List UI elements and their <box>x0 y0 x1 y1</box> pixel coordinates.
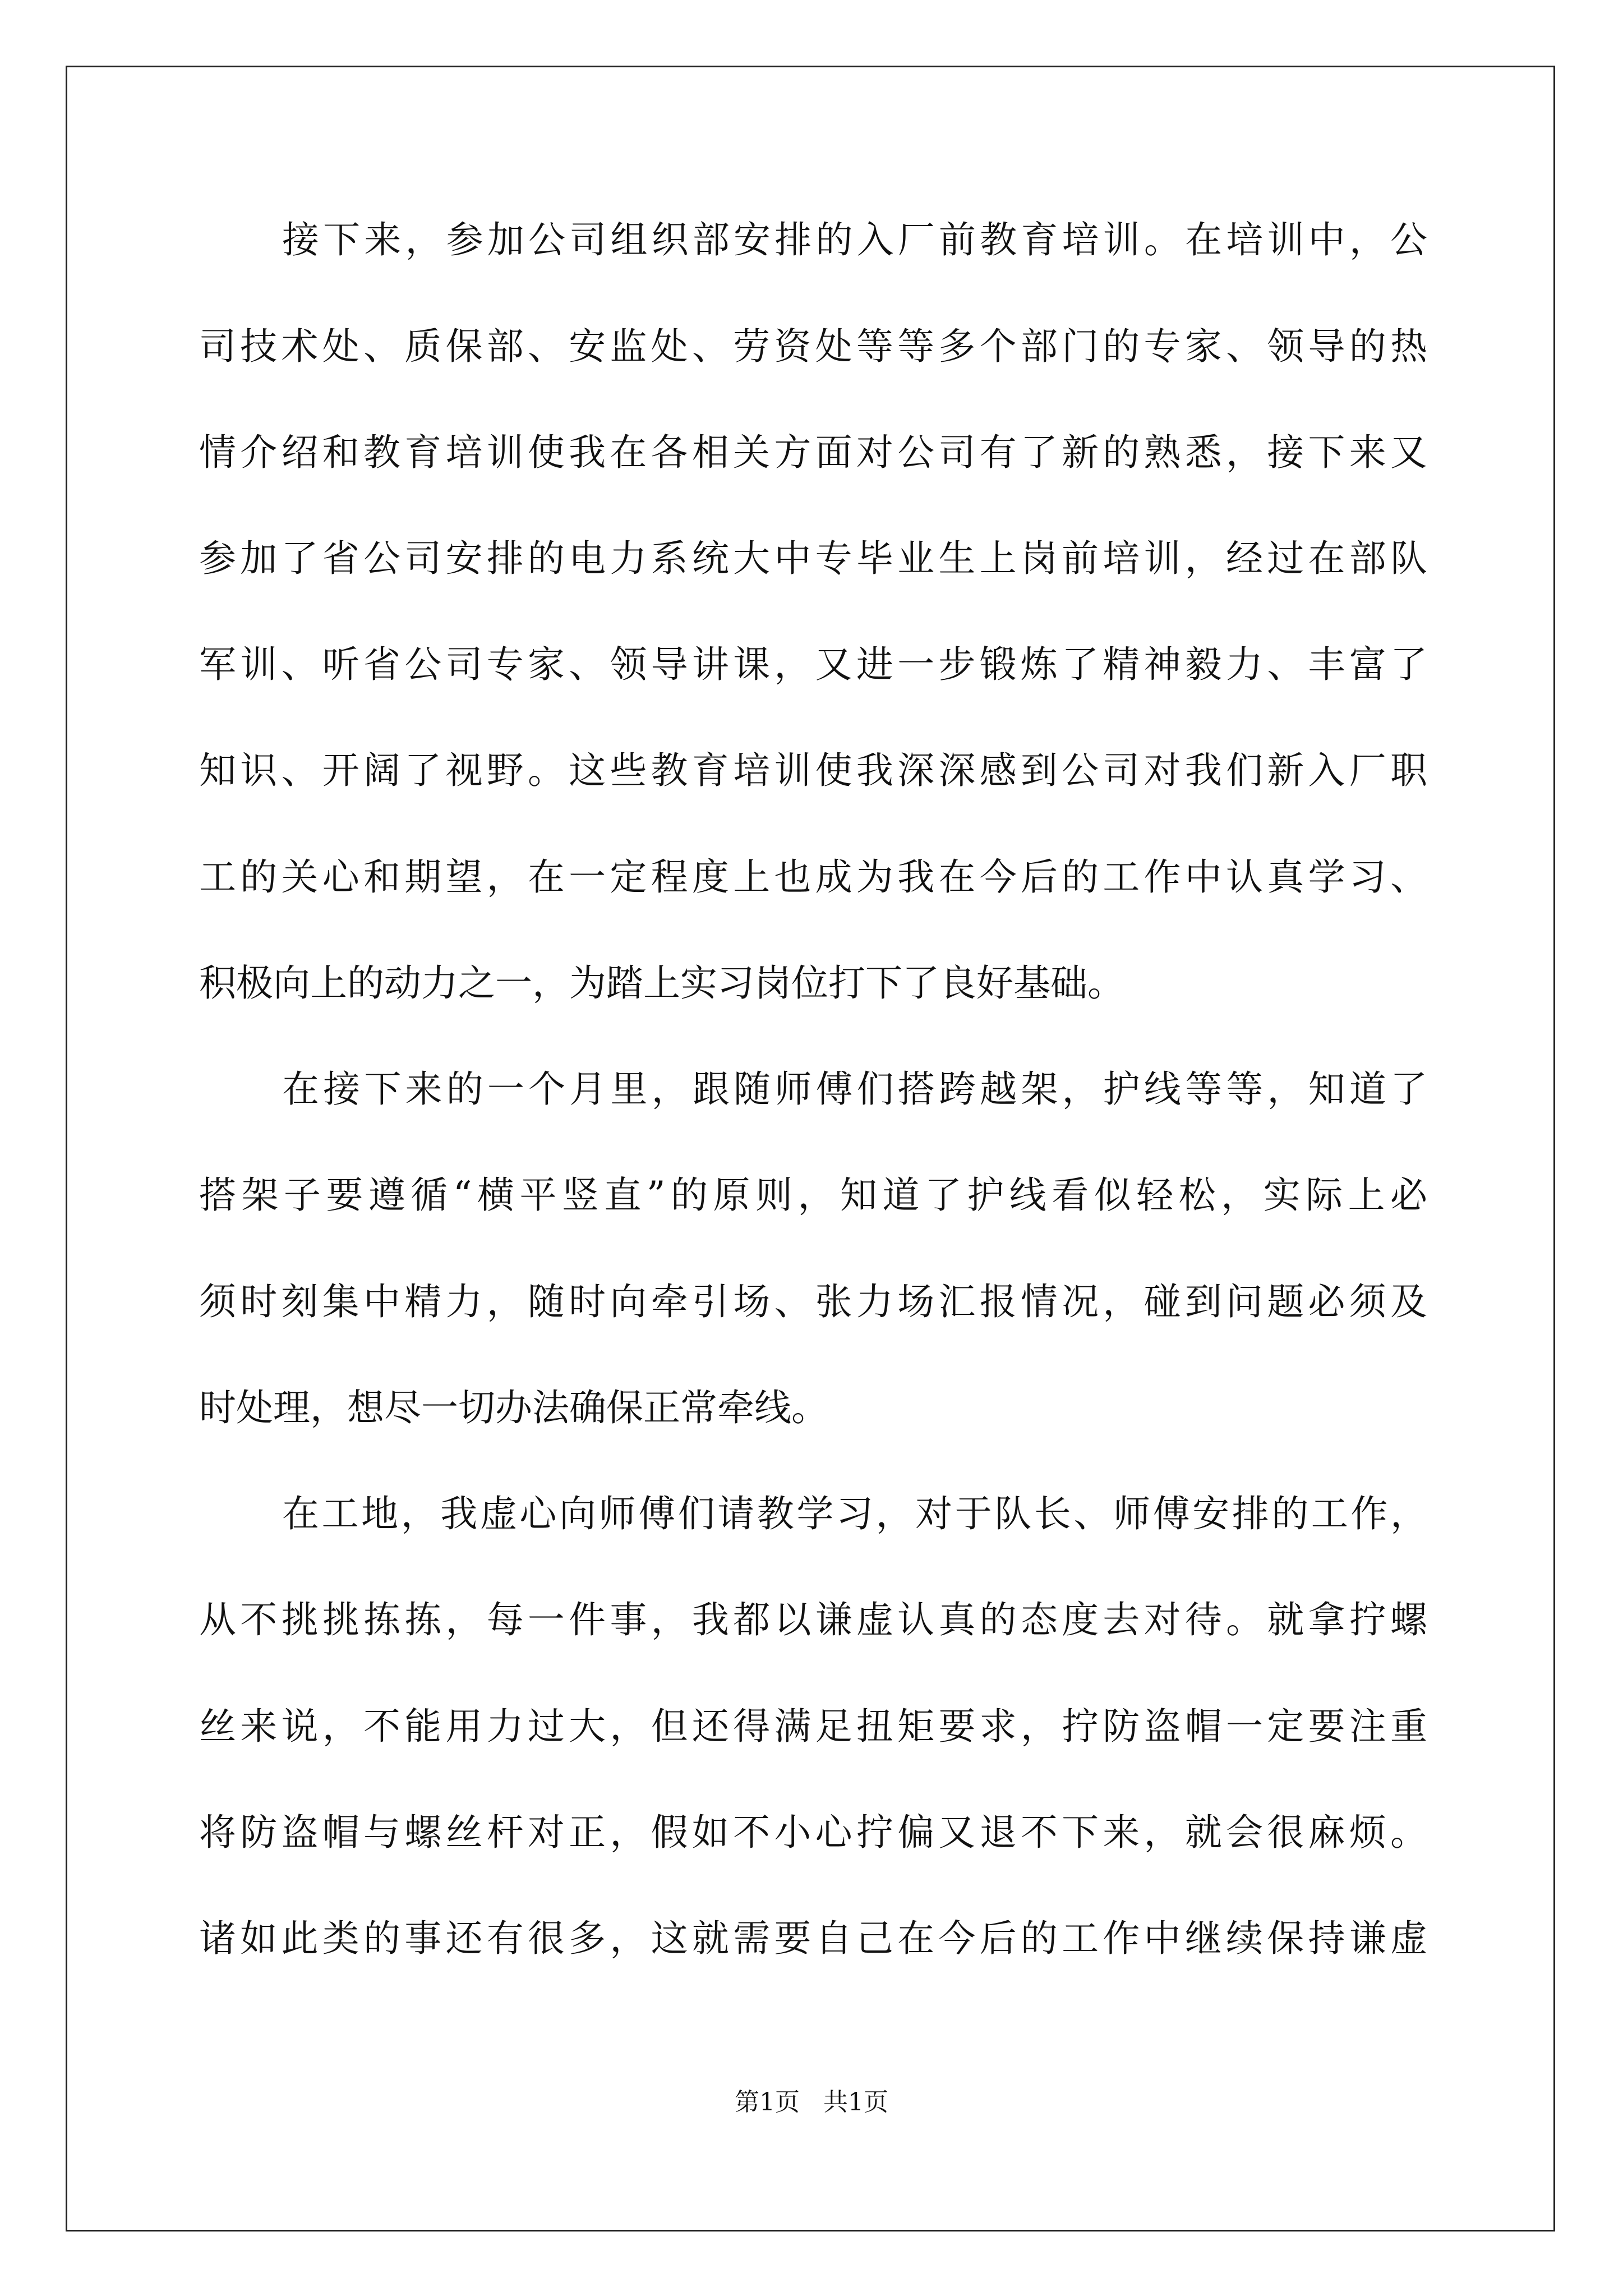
text-line: 司技术处、质保部、安监处、劳资处等等多个部门的专家、领导的热 <box>199 325 1427 368</box>
text-line: 丝来说，不能用力过大，但还得满足扭矩要求，拧防盗帽一定要注重 <box>199 1705 1427 1748</box>
text-line: 时处理，想尽一切办法确保正常牵线。 <box>199 1386 828 1429</box>
text-line: 从不挑挑拣拣，每一件事，我都以谦虚认真的态度去对待。就拿拧螺 <box>199 1598 1427 1641</box>
footer-spacer <box>800 2088 823 2116</box>
text-line: 接下来，参加公司组织部安排的入厂前教育培训。在培训中，公 <box>282 218 1427 261</box>
page-number: 第1页 <box>735 2088 800 2116</box>
text-line: 在工地，我虚心向师傅们请教学习，对于队长、师傅安排的工作， <box>282 1492 1427 1535</box>
page-total: 共1页 <box>823 2088 888 2116</box>
text-line: 积极向上的动力之一，为踏上实习岗位打下了良好基础。 <box>199 961 1124 1005</box>
text-line: 在接下来的一个月里，跟随师傅们搭跨越架，护线等等，知道了 <box>282 1068 1427 1111</box>
text-line: 须时刻集中精力，随时向牵引场、张力场汇报情况，碰到问题必须及 <box>199 1280 1427 1323</box>
text-line: 参加了省公司安排的电力系统大中专毕业生上岗前培训，经过在部队 <box>199 537 1427 580</box>
text-line: 搭架子要遵循“横平竖直”的原则，知道了护线看似轻松，实际上必 <box>199 1174 1427 1217</box>
text-line: 情介绍和教育培训使我在各相关方面对公司有了新的熟悉，接下来又 <box>199 431 1427 474</box>
text-line: 工的关心和期望，在一定程度上也成为我在今后的工作中认真学习、 <box>199 855 1427 899</box>
page-border <box>66 66 1555 2231</box>
text-line: 诸如此类的事还有很多，这就需要自己在今后的工作中继续保持谦虚 <box>199 1917 1427 1960</box>
text-line: 知识、开阔了视野。这些教育培训使我深深感到公司对我们新入厂职 <box>199 749 1427 792</box>
text-line: 将防盗帽与螺丝杆对正，假如不小心拧偏又退不下来，就会很麻烦。 <box>199 1811 1427 1854</box>
page-footer <box>0 2087 1623 2118</box>
text-line: 军训、听省公司专家、领导讲课，又进一步锻炼了精神毅力、丰富了 <box>199 643 1427 686</box>
